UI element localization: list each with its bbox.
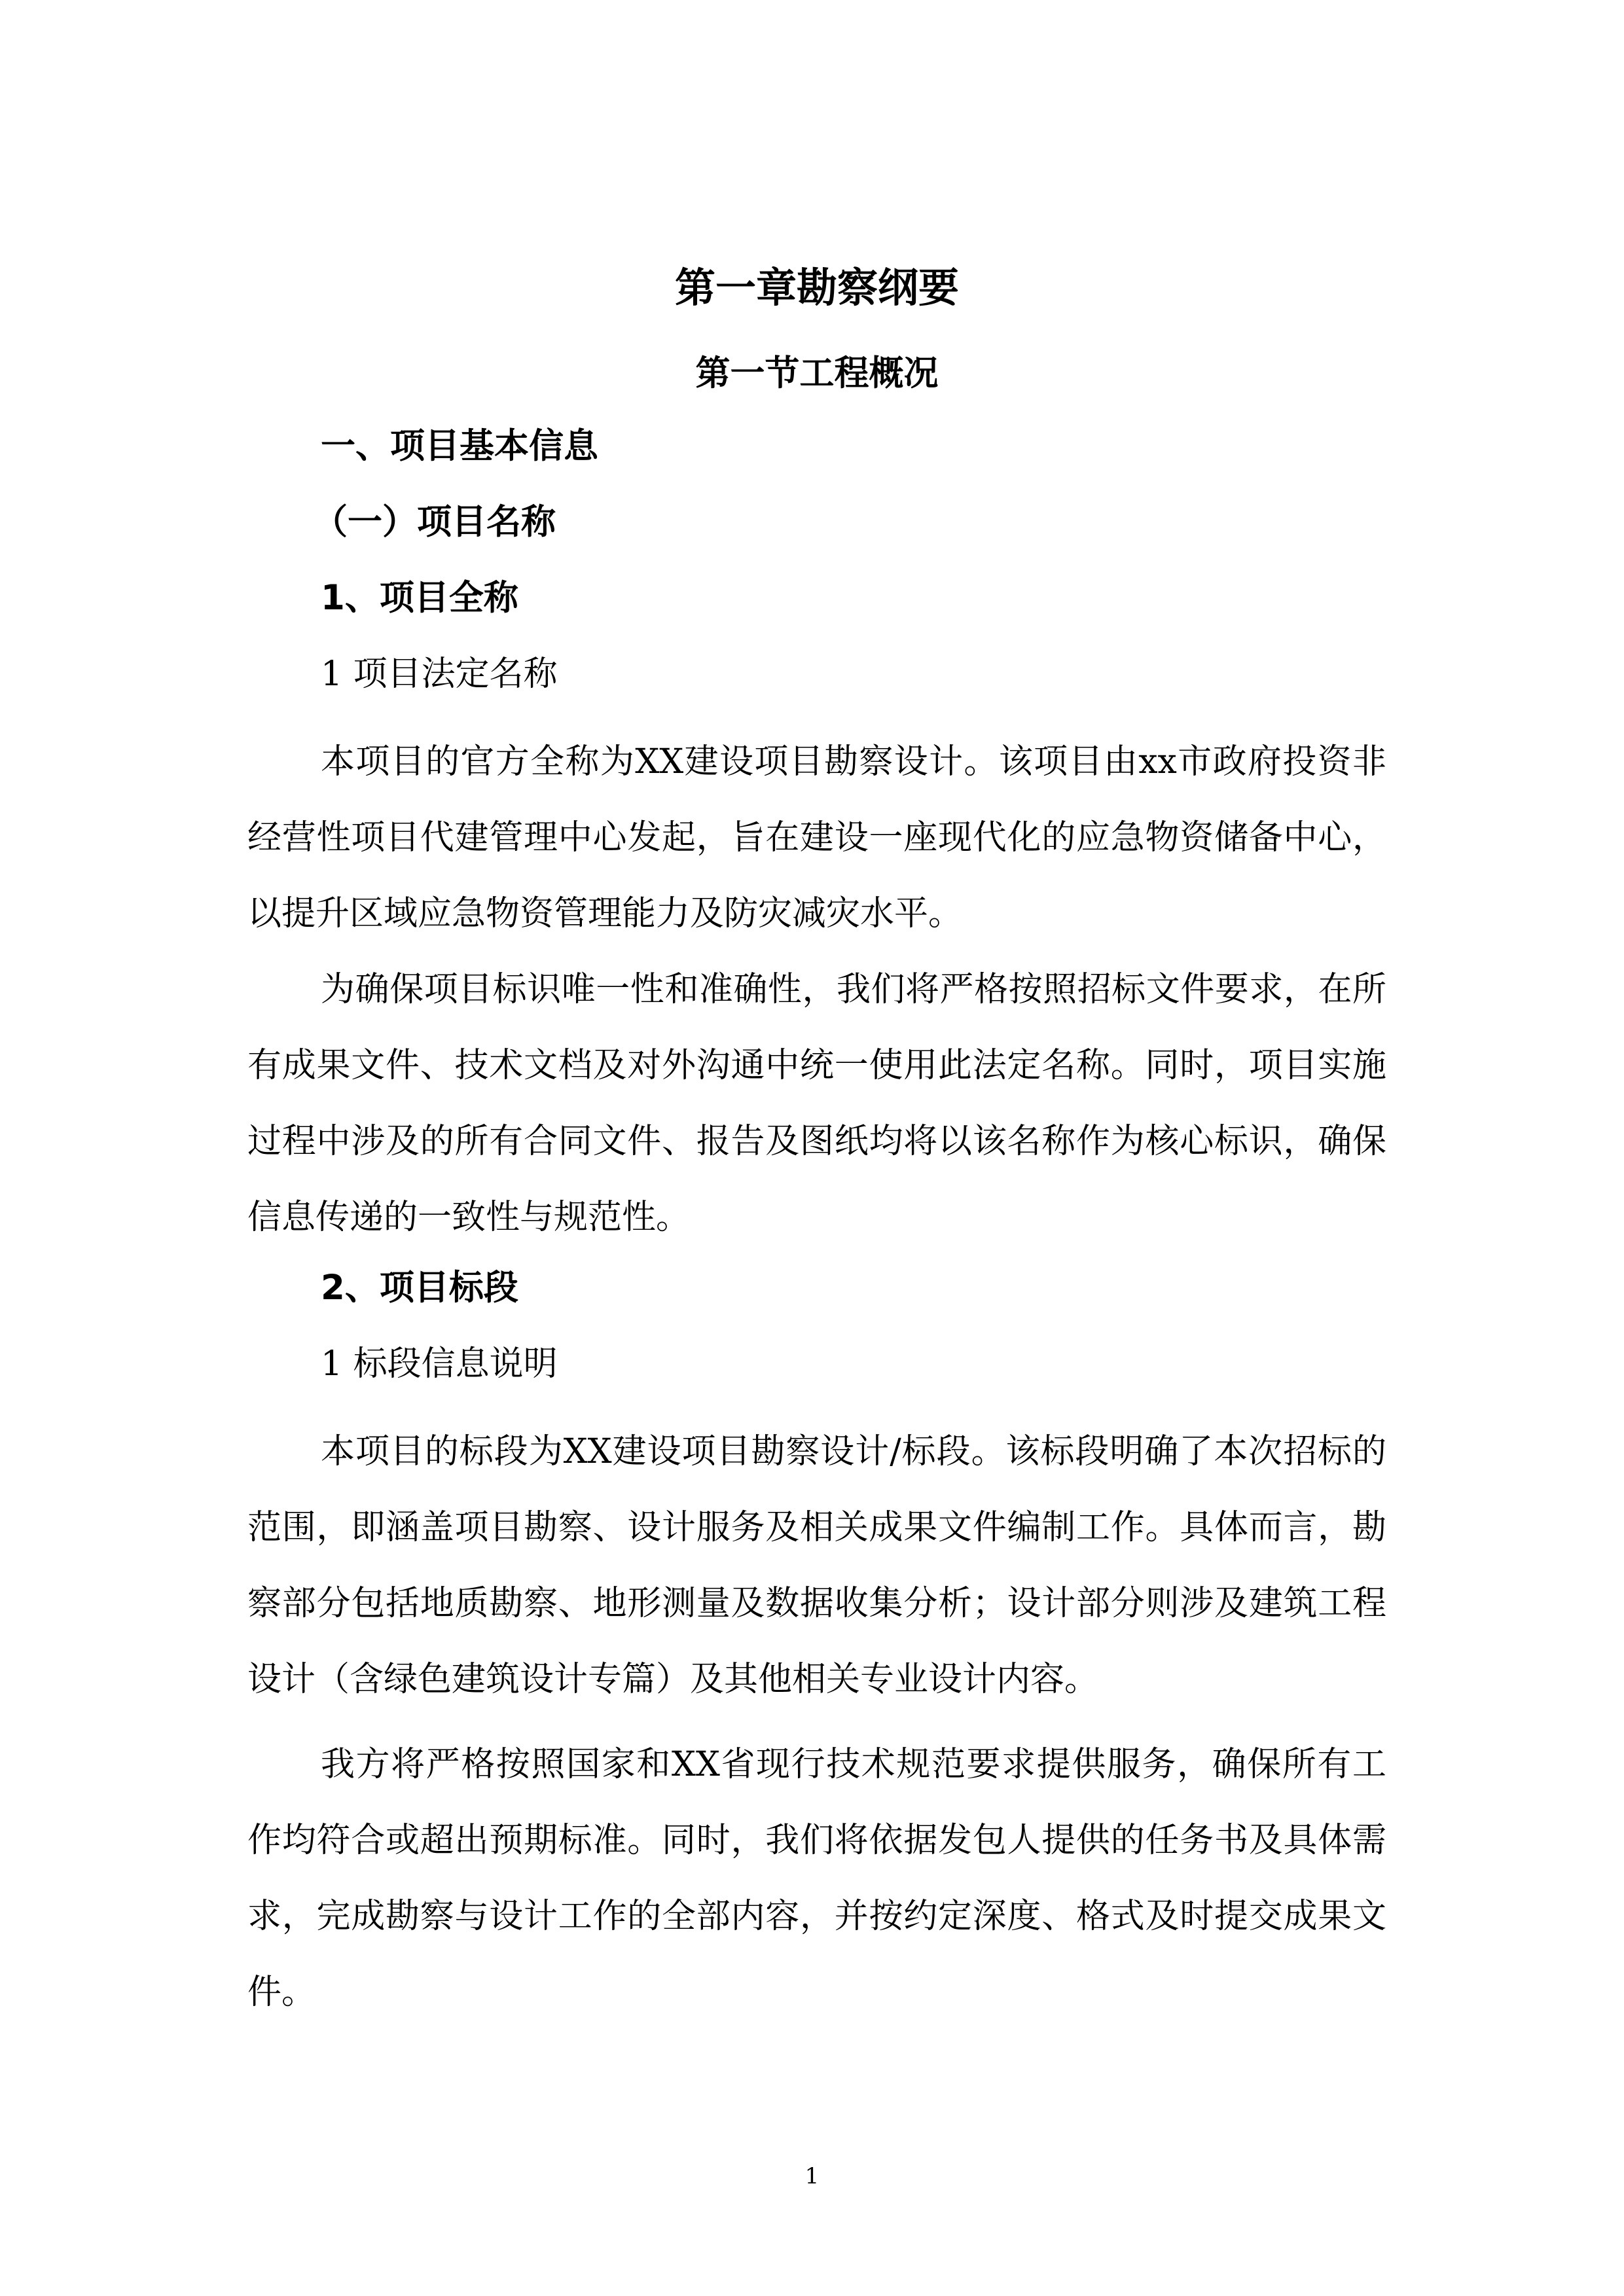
section-title: 第一节工程概况: [695, 353, 939, 393]
page-number: 1: [804, 2163, 820, 2189]
paragraph-section-scope: 本项目的标段为XX建设项目勘察设计/标段。该标段明确了本次招标的范围，即涵盖项目勘察、设计服务及相关成果文件编制工作。具体而言，勘察部分包括地质勘察、地形测量及数据收集分析；设计部分则涉及建筑工程设计（含绿色建筑设计专篇）及其他相关专业设计内容。: [247, 1432, 1386, 1699]
text-column: [247, 262, 1386, 2030]
subheading-section-info: 1 标段信息说明: [321, 1344, 558, 1384]
heading-project-basic-info: 一、项目基本信息: [321, 426, 598, 466]
heading-project-section: 2、项目标段: [321, 1268, 518, 1308]
paragraph-service-commitment: 我方将严格按照国家和XX省现行技术规范要求提供服务，确保所有工作均符合或超出预期标准。同时，我们将依据发包人提供的任务书及具体需求，完成勘察与设计工作的全部内容，并按约定深度、格式及时提交成果文件。: [247, 1745, 1386, 2012]
paragraph-official-name: 本项目的官方全称为XX建设项目勘察设计。该项目由xx市政府投资非经营性项目代建管理中心发起，旨在建设一座现代化的应急物资储备中心，以提升区域应急物资管理能力及防灾减灾水平。: [247, 742, 1386, 933]
subheading-legal-name: 1 项目法定名称: [321, 655, 558, 694]
chapter-title: 第一章勘察纲要: [674, 264, 959, 312]
heading-project-name: （一）项目名称: [313, 502, 556, 542]
heading-project-full-name: 1、项目全称: [321, 578, 518, 618]
paragraph-naming-consistency: 为确保项目标识唯一性和准确性，我们将严格按照招标文件要求，在所有成果文件、技术文档及对外沟通中统一使用此法定名称。同时，项目实施过程中涉及的所有合同文件、报告及图纸均将以该名称作为核心标识，确保信息传递的一致性与规范性。: [247, 970, 1386, 1237]
